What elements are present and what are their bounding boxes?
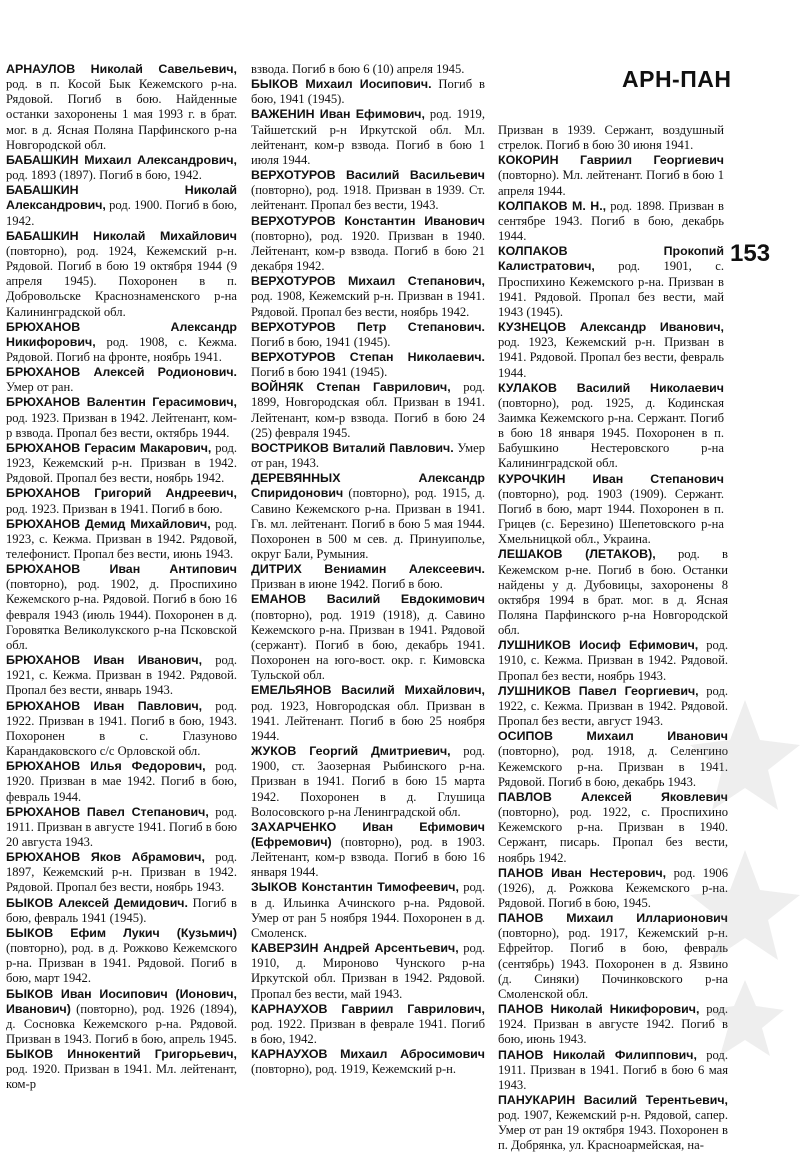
entry bbox=[6, 229, 237, 320]
entry-name: ЕМАНОВ Василий Евдокимович bbox=[251, 592, 485, 607]
entry bbox=[498, 381, 724, 472]
entry-text: (повторно), род. 1919 (1918), д. Савино Кежемского р-на. Призван в 1941. Рядовой (сержант). Погиб в бою, декабрь 1941. Похоронен на юго-вост. окр. г. Кимовска Тульской обл. bbox=[251, 607, 485, 683]
entry bbox=[251, 1002, 485, 1047]
entry bbox=[498, 866, 728, 911]
entry bbox=[251, 941, 485, 1002]
entry-name: ЛУШНИКОВ Иосиф Ефимович, bbox=[498, 638, 699, 653]
entry-text: род. 1923, с. Кежма. Призван в 1942. Рядовой, телефонист. Пропал без вести, июнь 1943. bbox=[6, 516, 237, 561]
entry-text: род. в Кежемском р-не. Погиб в бою. Останки найдены у д. Дубовицы, захоронены 8 октября 1994 в брат. мог. в д. Ясная Поляна Парфинского р-на Новгородской обл. bbox=[498, 547, 728, 638]
entry-text: род. 1922, с. Кежма. Призван в 1942. Рядовой. Пропал без вести, август 1943. bbox=[498, 683, 729, 729]
entry-name: ВЕРХОТУРОВ Василий Васильевич bbox=[251, 168, 485, 183]
entry-name: КОЛПАКОВ М. Н., bbox=[498, 198, 607, 213]
entry-name: ЕМЕЛЬЯНОВ Василий Михайлович, bbox=[251, 683, 485, 698]
entry-text: род. 1901, с. Проспихино Кежемского р-на. Призван в 1941. Рядовой. Пропал без вести, май 1943 (1945). bbox=[498, 259, 724, 319]
entry bbox=[498, 123, 724, 153]
entry-text: Погиб в бою, 1941 (1945). bbox=[251, 334, 391, 349]
entry-name: ПАНОВ Николай Филиппович, bbox=[498, 1047, 697, 1062]
entry-text: род. 1910, д. Мироново Чунского р-на Иркутской обл. Призван в 1942. Рядовой. Пропал без вести, май 1943. bbox=[251, 941, 485, 1001]
entry-text: род. 1911. Призван в 1941. Погиб в бою 6 мая 1943. bbox=[498, 1047, 728, 1092]
entry bbox=[251, 380, 485, 441]
entry-name: БРЮХАНОВ Павел Степанович, bbox=[6, 804, 209, 819]
entry-name: КАРНАУХОВ Гавриил Гаврилович, bbox=[251, 1001, 485, 1016]
entry-text: (повторно), род. 1902, д. Проспихино Кежемского р-на. Рядовой. Погиб в бою 16 февраля 1943 (июль 1944). Похоронен в д. Горовятка Великолукского р-на Псковской обл. bbox=[6, 577, 237, 652]
entry-name: БРЮХАНОВ Иван Иванович, bbox=[6, 653, 203, 668]
entry bbox=[6, 62, 237, 153]
entry-name: БРЮХАНОВ Григорий Андреевич, bbox=[6, 486, 237, 501]
entry-text: (повторно), род. в 1903. Лейтенант, ком-р взвода. Погиб в бою 16 января 1944. bbox=[251, 834, 485, 880]
entry-text: род. в п. Косой Бык Кежемского р-на. Рядовой. Погиб в бою. Найденные останки захоронены 1 мая 1993 г. в брат. мог. в д. Ясная Поляна Парфинского р-на Новгородской обл. bbox=[6, 77, 237, 152]
entry-name: КУЗНЕЦОВ Александр Иванович, bbox=[498, 320, 724, 335]
entry bbox=[6, 562, 237, 653]
entry bbox=[6, 653, 237, 698]
entry-text: род. 1893 (1897). Погиб в бою, 1942. bbox=[6, 168, 202, 183]
entry-name: БРЮХАНОВ Иван Антипович bbox=[6, 562, 237, 577]
entry-name: ПАНОВ Николай Никифорович, bbox=[498, 1002, 700, 1017]
entry-name: БЫКОВ Михаил Иосипович. bbox=[251, 77, 432, 92]
column-1 bbox=[6, 62, 237, 1093]
entry-text: Призван в 1939. Сержант, воздушный стрелок. Погиб в бою 30 июня 1941. bbox=[498, 123, 724, 153]
entry-text: (повторно), род. 1919, Кежемский р-н. bbox=[251, 1062, 457, 1077]
entry-text: род. 1923, Кежемский р-н. Призван в 1941. Рядовой. Пропал без вести, февраль 1944. bbox=[498, 335, 724, 380]
entry-text: род. 1919, Тайшетский р-н Иркутской обл. Мл. лейтенант, ком-р взвода. Погиб в бою 1 июля 1944. bbox=[251, 107, 485, 167]
entry bbox=[6, 517, 237, 562]
entry-name: БЫКОВ Иннокентий Григорьевич, bbox=[6, 1047, 237, 1062]
entry-text: (повторно), род. 1926 (1894), д. Сосновка Кежемского р-на. Рядовой. Призван в 1943. Погиб в бою, апрель 1945. bbox=[6, 1001, 237, 1046]
entry-text: род. 1908, Кежемский р-н. Призван в 1941. Рядовой. Пропал без вести, ноябрь 1942. bbox=[251, 289, 485, 319]
entry bbox=[498, 153, 724, 198]
entry-name: КОЛПАКОВ Прокопий Калистратович, bbox=[498, 244, 724, 274]
entry-name: БРЮХАНОВ Илья Федорович, bbox=[6, 759, 206, 774]
entry bbox=[251, 1047, 485, 1077]
entry-text: (повторно), род. 1922, с. Проспихино Кежемского р-на. Призван в 1940. Сержант, писарь. Пропал без вести, ноябрь 1942. bbox=[498, 805, 728, 865]
entry-text: род. 1900. Погиб в бою, 1942. bbox=[6, 198, 237, 228]
entry bbox=[498, 320, 724, 381]
entry-name: ЛУШНИКОВ Павел Георгиевич, bbox=[498, 683, 699, 698]
entry-name: ПАВЛОВ Алексей Яковлевич bbox=[498, 789, 728, 804]
entry bbox=[498, 790, 728, 866]
entry-text: род. 1910, с. Кежма. Призван в 1942. Рядовой. Пропал без вести, ноябрь 1943. bbox=[498, 638, 728, 683]
entry-text: Умер от ран. bbox=[6, 380, 74, 395]
entry-name: БРЮХАНОВ Алексей Родионович. bbox=[6, 365, 237, 380]
entry-text: род. 1908, с. Кежма. Рядовой. Погиб на фронте, ноябрь 1941. bbox=[6, 334, 237, 364]
entry-text: род. 1906 (1926), д. Рожкова Кежемского р-на. Рядовой. Погиб в бою, 1945. bbox=[498, 865, 728, 910]
entry-name: КОКОРИН Гавриил Георгиевич bbox=[498, 153, 724, 168]
section-title: АРН-ПАН bbox=[622, 66, 732, 92]
entry-name: БАБАШКИН Николай Михайлович bbox=[6, 228, 237, 243]
entry-name: ВАЖЕНИН Иван Ефимович, bbox=[251, 107, 425, 122]
entry-text: род. в д. Ильинка Ачинского р-на. Рядовой. Умер от ран 5 ноября 1944. Похоронен в д. Смоленск. bbox=[251, 880, 485, 940]
entry-name: БРЮХАНОВ Иван Павлович, bbox=[6, 698, 203, 713]
entry bbox=[6, 805, 237, 850]
entry bbox=[498, 547, 728, 638]
entry-name: ДИТРИХ Вениамин Алексеевич. bbox=[251, 562, 485, 577]
entry bbox=[251, 744, 485, 820]
entry-name: ВЕРХОТУРОВ Константин Иванович bbox=[251, 213, 485, 228]
entry-name: БРЮХАНОВ Валентин Герасимович, bbox=[6, 395, 237, 410]
entry-name: ЛЕШАКОВ (ЛЕТАКОВ), bbox=[498, 547, 656, 562]
entry bbox=[6, 395, 237, 440]
entry bbox=[6, 896, 237, 926]
entry-name: ВЕРХОТУРОВ Петр Степанович. bbox=[251, 319, 485, 334]
entry-text: род. 1923, Новгородская обл. Призван в 1941. Лейтенант. Погиб в бою 25 ноября 1944. bbox=[251, 698, 485, 743]
entry-text: род. 1924. Призван в августе 1942. Погиб в бою, июнь 1943. bbox=[498, 1002, 729, 1047]
entry-name: БЫКОВ Ефим Лукич (Кузьмич) bbox=[6, 925, 237, 940]
entry-text: род. 1923, Кежемский р-н. Призван в 1942. Рядовой. Пропал без вести, ноябрь 1942. bbox=[6, 440, 237, 486]
entry bbox=[6, 183, 237, 228]
entry-name: ВЕРХОТУРОВ Михаил Степанович, bbox=[251, 274, 485, 289]
entry-name: БАБАШКИН Михаил Александрович, bbox=[6, 152, 237, 167]
entry bbox=[6, 699, 237, 760]
entry-name: ЖУКОВ Георгий Дмитриевич, bbox=[251, 744, 451, 759]
entry-text: (повторно). Мл. лейтенант. Погиб в бою 1 апреля 1944. bbox=[498, 168, 724, 198]
entry bbox=[251, 274, 485, 319]
entry-name: ЗАХАРЧЕНКО Иван Ефимович (Ефремович) bbox=[251, 819, 485, 849]
entry-name: БРЮХАНОВ Александр Никифорович, bbox=[6, 319, 237, 349]
column-2 bbox=[251, 62, 485, 1077]
entry-name: КУЛАКОВ Василий Николаевич bbox=[498, 380, 724, 395]
entry-name: ДЕРЕВЯННЫХ Александр Спиридонович bbox=[251, 471, 485, 501]
entry-name: ПАНОВ Михаил Илларионович bbox=[498, 911, 728, 926]
entry-text: род. 1920. Призван в мае 1942. Погиб в бою, февраль 1944. bbox=[6, 759, 238, 804]
entry-text: род. 1922. Призван в феврале 1941. Погиб в бою, 1942. bbox=[251, 1016, 485, 1046]
entry bbox=[251, 592, 485, 683]
entry bbox=[498, 1002, 728, 1047]
entry bbox=[498, 1093, 728, 1154]
entry-name: БЫКОВ Иван Иосипович (Ионович, Иванович) bbox=[6, 986, 237, 1016]
entry-name: ОСИПОВ Михаил Иванович bbox=[498, 729, 728, 744]
entry-text: (повторно), род. 1925, д. Кодинская Заимка Кежемского р-на. Сержант. Погиб в бою 18 января 1945. Похоронен в п. Бабушкино Нестеровского р-на Калининградской обл. bbox=[498, 395, 724, 471]
entry bbox=[251, 683, 485, 744]
entry bbox=[251, 168, 485, 213]
entry-name: КАРНАУХОВ Михаил Абросимович bbox=[251, 1047, 485, 1062]
entry-text: (повторно), род. 1918, д. Селенгино Кежемского р-на. Призван в 1941. Рядовой. Погиб в бою, декабрь 1943. bbox=[498, 744, 728, 789]
entry bbox=[6, 486, 237, 516]
entry-text: (повторно), род. 1918. Призван в 1939. Ст. лейтенант. Пропал без вести, 1943. bbox=[251, 183, 485, 213]
entry bbox=[6, 153, 237, 183]
entry-text: Призван в июне 1942. Погиб в бою. bbox=[251, 577, 443, 592]
entry-name: ЗЫКОВ Константин Тимофеевич, bbox=[251, 880, 459, 895]
entry-name: КАВЕРЗИН Андрей Арсентьевич, bbox=[251, 941, 459, 956]
entry-text: род. 1897, Кежемский р-н. Призван в 1942. Рядовой. Пропал без вести, ноябрь 1943. bbox=[6, 850, 238, 895]
entry-text: Погиб в бою, февраль 1941 (1945). bbox=[6, 895, 237, 925]
entry-text: Погиб в бою, 1941 (1945). bbox=[251, 77, 485, 107]
page-number: 153 bbox=[730, 240, 771, 267]
entry-text: (повторно), род. в д. Рожково Кежемского р-на. Призван в 1941. Рядовой. Погиб в бою, март 1942. bbox=[6, 941, 237, 986]
entry bbox=[6, 1047, 237, 1092]
entry bbox=[251, 880, 485, 941]
entry-text: род. 1898. Призван в сентябре 1943. Погиб в бою, декабрь 1944. bbox=[498, 198, 724, 244]
entry bbox=[6, 850, 237, 895]
entry-name: ВОСТРИКОВ Виталий Павлович. bbox=[251, 440, 454, 455]
entry-text: род. 1923. Призван в 1941. Погиб в бою. bbox=[6, 501, 223, 516]
entry bbox=[6, 926, 237, 987]
entry-text: род. 1899, Новгородская обл. Призван в 1941. Лейтенант, ком-р взвода. Погиб в бою 24 (25) февраля 1945. bbox=[251, 380, 486, 440]
entry-text: род. 1907, Кежемский р-н. Рядовой, сапер. Умер от ран 19 октября 1943. Похоронен в п. Добрянка, ул. Красноармейская, на- bbox=[498, 1108, 728, 1153]
entry bbox=[498, 911, 728, 1002]
entry bbox=[251, 471, 485, 562]
entry-text: род. 1920. Призван в 1941. Мл. лейтенант, ком-р bbox=[6, 1062, 237, 1092]
entry-name: БАБАШКИН Николай Александрович, bbox=[6, 183, 237, 213]
entry bbox=[251, 77, 485, 107]
entry-text: род. 1911. Призван в августе 1941. Погиб в бою 20 августа 1943. bbox=[6, 804, 238, 849]
entry-text: (повторно), род. 1915, д. Савино Кежемского р-на. Призван в 1941. Гв. мл. лейтенант. Погиб в бою 5 мая 1944. Похоронен в 500 м сев. д. Принуиполье, округ Бали, Румыния. bbox=[251, 486, 485, 561]
entry bbox=[498, 638, 728, 683]
entry bbox=[251, 820, 485, 881]
entry bbox=[6, 441, 237, 486]
entry-text: род. 1922. Призван в 1941. Погиб в бою, 1943. Похоронен в с. Глазуново Карандаковского с/с Орловской обл. bbox=[6, 698, 237, 759]
entry-name: ВОЙНЯК Степан Гаврилович, bbox=[251, 380, 451, 395]
entry-text: (повторно), род. 1903 (1909). Сержант. Погиб в бою, март 1944. Похоронен в п. Грицев (с. Березино) Шепетовского р-на Хмельницкой обл., Украина. bbox=[498, 486, 724, 547]
entry-text: взвода. Погиб в бою 6 (10) апреля 1945. bbox=[251, 62, 465, 76]
entry bbox=[498, 684, 728, 729]
entry bbox=[251, 62, 485, 77]
entry-name: ПАНУКАРИН Василий Терентьевич, bbox=[498, 1093, 728, 1107]
entry-text: Умер от ран, 1943. bbox=[251, 440, 485, 471]
entry bbox=[251, 107, 485, 168]
entry-name: ПАНОВ Иван Нестерович, bbox=[498, 865, 667, 880]
entry-name: АРНАУЛОВ Николай Савельевич, bbox=[6, 62, 237, 76]
entry-name: КУРОЧКИН Иван Степанович bbox=[498, 471, 724, 486]
entry bbox=[6, 365, 237, 395]
entry-text: (повторно), род. 1917, Кежемский р-н. Ефрейтор. Погиб в бою, февраль (сентябрь) 1943. Похоронен в д. Язвино (д. Синяки) Починковского р-на Смоленской обл. bbox=[498, 926, 728, 1001]
entry bbox=[6, 987, 237, 1048]
entry bbox=[6, 759, 237, 804]
column-3 bbox=[498, 123, 728, 1154]
entry-text: (повторно), род. 1924, Кежемский р-н. Рядовой. Погиб в бою 19 октября 1944 (9 апреля 1945). Похоронен в п. Добровольске Краснознаменского р-на Калининградской обл. bbox=[6, 243, 237, 319]
entry bbox=[251, 441, 485, 471]
entry-name: БРЮХАНОВ Демид Михайлович, bbox=[6, 516, 211, 531]
entry bbox=[498, 1048, 728, 1093]
entry bbox=[498, 199, 724, 244]
entry-text: Погиб в бою 1941 (1945). bbox=[251, 365, 388, 380]
entry-text: род. 1923. Призван в 1942. Лейтенант, ком-р взвода. Пропал без вести, октябрь 1944. bbox=[6, 410, 237, 440]
entry bbox=[251, 350, 485, 380]
entry bbox=[498, 472, 724, 548]
entry bbox=[498, 729, 728, 790]
entry bbox=[251, 214, 485, 275]
entry bbox=[251, 562, 485, 592]
entry bbox=[251, 320, 485, 350]
entry-name: БЫКОВ Алексей Демидович. bbox=[6, 895, 188, 910]
entry-text: род. 1900, ст. Заозерная Рыбинского р-на. Призван в 1941. Погиб в бою 15 марта 1942. Похоронен в д. Глушица Волосовского р-на Ленинградской обл. bbox=[251, 744, 485, 819]
entry-text: (повторно), род. 1920. Призван в 1940. Лейтенант, ком-р взвода. Погиб в бою 21 декабря 1942. bbox=[251, 228, 485, 274]
entry-name: БРЮХАНОВ Яков Абрамович, bbox=[6, 850, 205, 865]
entry bbox=[498, 244, 724, 320]
entry bbox=[6, 320, 237, 365]
entry-name: ВЕРХОТУРОВ Степан Николаевич. bbox=[251, 349, 485, 364]
entry-name: БРЮХАНОВ Герасим Макарович, bbox=[6, 440, 212, 455]
entry-text: род. 1921, с. Кежма. Призван в 1942. Рядовой. Пропал без вести, январь 1943. bbox=[6, 653, 237, 698]
